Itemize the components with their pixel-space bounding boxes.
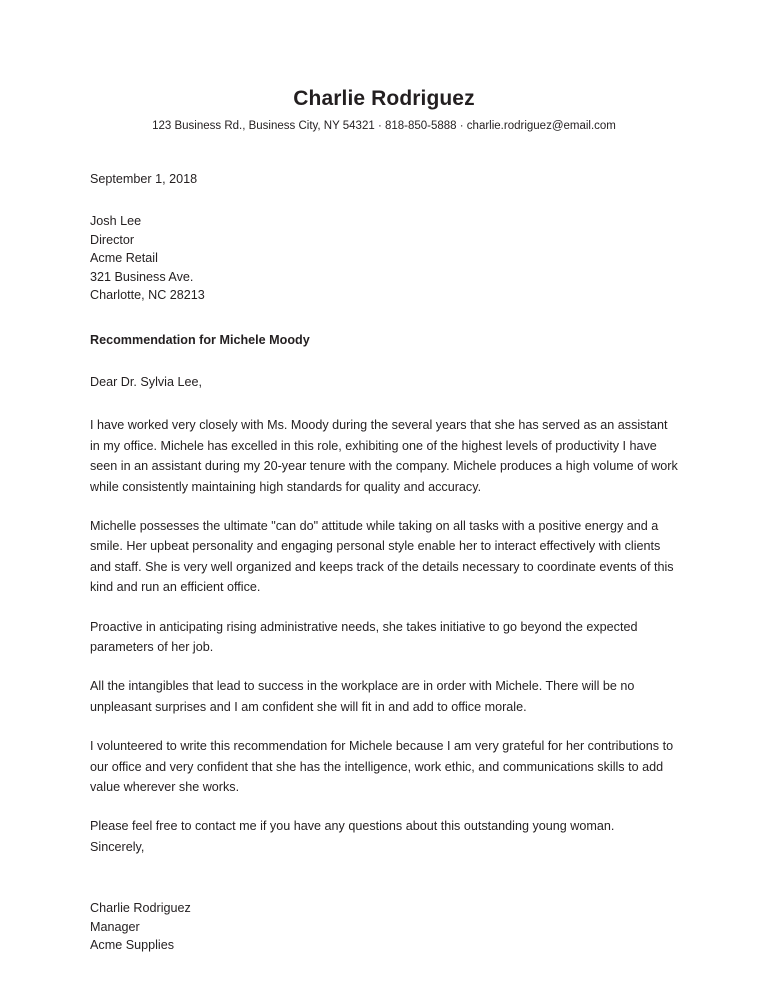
body-paragraph: I have worked very closely with Ms. Moody during the several years that she has served as an assistant in my office. Michele has excelled in this role, exhibiting one of the highest levels of productivity I have seen in an assistant during my 20-year tenure with the company. Michele produces a high volume of work while consistently maintaining high standards for quality and accuracy. [90, 418, 678, 494]
closing-block [90, 816, 678, 857]
signer-company: Acme Supplies [90, 938, 174, 953]
closing-valediction: Sincerely, [90, 839, 145, 854]
recipient-title: Director [90, 232, 135, 247]
recipient-company: Acme Retail [90, 251, 158, 266]
body-paragraph: I volunteered to write this recommendation for Michele because I am very grateful for her contributions to our office and very confident that she has the intelligence, work ethic, and communications skills to add value wherever she works. [90, 739, 674, 794]
signature-block [90, 899, 678, 955]
body-paragraph: All the intangibles that lead to success in the workplace are in order with Michele. There will be no unpleasant surprises and I am confident she will fit in and add to office morale. [90, 679, 635, 714]
salutation: Dear Dr. Sylvia Lee, [90, 375, 202, 390]
recipient-street: 321 Business Ave. [90, 269, 194, 284]
letter-content [90, 86, 678, 955]
signer-name: Charlie Rodriguez [90, 901, 191, 916]
closing-contact-invitation: Please feel free to contact me if you have any questions about this outstanding young woman. [90, 819, 615, 834]
subject-line: Recommendation for Michele Moody [90, 332, 310, 347]
letter-date: September 1, 2018 [90, 172, 198, 187]
sender-contact-line: 123 Business Rd., Business City, NY 54321 · 818-850-5888 · charlie.rodriguez@email.com [152, 120, 616, 133]
body-paragraph: Proactive in anticipating rising administrative needs, she takes initiative to go beyond the expected parameters of her job. [90, 619, 638, 654]
recipient-city-state-zip: Charlotte, NC 28213 [90, 288, 205, 303]
recipient-address-block [90, 212, 678, 305]
body-paragraph: Michelle possesses the ultimate "can do" attitude while taking on all tasks with a positive energy and a smile. Her upbeat personality and engaging personal style enable her to interact effectively with clients and staff. She is very well organized and keeps track of the details necessary to coordinate events of this kind and run an efficient office. [90, 519, 674, 595]
recipient-name: Josh Lee [90, 214, 142, 229]
sender-name: Charlie Rodriguez [293, 87, 475, 110]
signer-title: Manager [90, 919, 140, 934]
letterhead [90, 86, 678, 134]
signature-space [90, 857, 678, 899]
